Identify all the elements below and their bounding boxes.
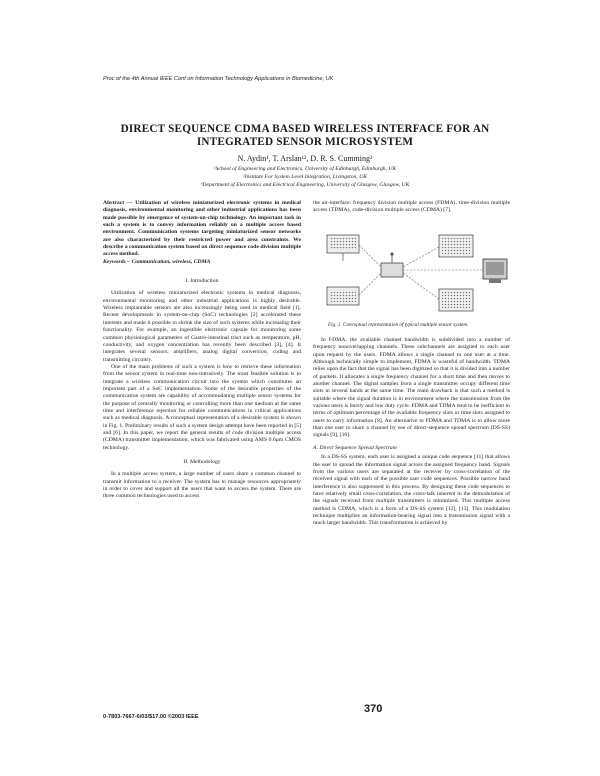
affiliation-1: ¹School of Engineering and Electronics, University of Edinburgh, Edinburgh, UK	[213, 166, 397, 172]
intro-paragraph-1: Utilization of wireless miniaturized electronic systems in medical diagnosis, environmental monitoring and other industrial applications is highly desirable. Wireless implantable sensors are also increasingly being used in medical field [1]. Recent developments in system-on-chip (SoC) technologies [2] accelerated these interests and made it possible to shrink the size of such systems while increasing their functionality. For example, an ingestible electronic capsule for monitoring some common physiological parameters of Gastro-intestinal tract such as temperature, pH, conductivity, and oxygen concentration has recently been described [3], [4]. It integrates several sensors, amplifiers, analog digital conversion, coding and transmitting circuitry.	[103, 290, 301, 363]
keywords: Keywords – Communication, wireless, CDMA	[103, 258, 211, 265]
figure-caption: Fig. 1. Conceptual representation of typical multiple sensor system.	[328, 322, 469, 328]
sensor-node-icon	[327, 235, 359, 261]
access-methods-text: the air-interface: frequency division multiple access (FDMA), time-division multiple access (TDMA), code-division multiple access (CDMA) [7].	[313, 200, 510, 214]
paper-title-line-1: DIRECT SEQUENCE CDMA BASED WIRELESS INTERFACE FOR AN	[120, 123, 490, 135]
intro-paragraph-2: One of the main problems of such a system is how to retrieve these information from the sensor system in real-time non-intrusively. The most feasible solution is to integrate a wireless communication circuit into the system which constitutes an important part of a SoC implementation. Some of the desirable properties of the communication system are capability of accommodating multiple sensor systems for the purpose of centrally monitoring or controlling more than one medium at the same time and interference rejection for reliable communications in critical applications such as medical diagnosis. A conceptual representation of a desirable system is shown in Fig. 1. Preliminary results of such a system design attempt have been reported in [5] and [6]. In this paper, we report the general results of code division multiple access (CDMA) transmitter implementation, which was fabricated using AMS 0.6μm CMOS technology.	[103, 363, 301, 451]
right-column-top	[313, 200, 510, 215]
copyright-footer: 0-7803-7667-6/03/$17.00 ©2003 IEEE	[103, 714, 199, 720]
right-column-bottom	[313, 337, 510, 528]
paper-title-line-2: INTEGRATED SENSOR MICROSYSTEM	[196, 136, 414, 148]
sensor-node-icon	[439, 289, 473, 311]
conference-header: Proc of the 4th Annual IEEE Conf on Information Technology Applications in Biomedicine, UK	[103, 76, 334, 82]
affiliation-3: ³Department of Electronics and Electrical Engineering, University of Glasgow, Glasgow, UK	[200, 182, 410, 188]
authors: N. Aydin¹, T. Arslan¹², D. R. S. Cumming³	[237, 154, 373, 163]
sensor-node-icon	[327, 287, 359, 305]
methodology-paragraph-1: In a multiple access system, a large number of users share a common channel to transmit information to a receiver. The system has to manage resources appropriately in order to cover and support all the users that want to access the system. There are three common technologies used to access	[103, 471, 301, 500]
section-heading-introduction: I. Introduction	[185, 278, 219, 285]
fdma-tdma-paragraph: In FDMA, the available channel bandwidth is subdivided into a number of frequency nonoverlapping channels. These subchannels are assigned to each user upon request by the users. FDMA allows a single channel to one user at a time. Although technically simple to implement, FDMA is wasteful of bandwidth. TDMA relies upon the fact that the signal has been digitized so that it is divided into a number of packets. It allocates a single frequency channel for a short time and then moves to another channel. The digital samples from a single transmitter occupy different time slots in several bands at the same time. The main drawback is that such a method is suitable where the signal duration is in environment where the transmission from the various users is bursty and low duty cycle. FDMA and TDMA tend to be inefficient in terms of optimum percentage of the available frequency slots or time slots assigned to users to carry information [8]. An alternative to FDMA and TDMA is to allow more than one user to share a channel by use of direct-sequence spread spectrum (DS-SS) signals [9], [10].	[313, 337, 510, 439]
sensor-node-icon	[439, 235, 473, 257]
affiliation-2: ²Institute For System Level Integration, Livingston, UK	[243, 174, 367, 180]
section-heading-methodology: II. Methodology	[183, 459, 221, 465]
figure-1-multiple-sensor-system	[321, 231, 511, 317]
abstract: Abstract — Utilization of wireless miniaturized electronic systems in medical diagnosis, environmental monitoring and other industrial applications has been made possible by emergence of system-on-chip technology. An important task in such a system is to convey information reliably on a multiple access based environment. Communication systems targeting miniaturized sensor networks are also characterized by their restricted power and area constraints. We describe a communication system based on direct sequence code division multiple access method.	[103, 200, 301, 258]
computer-icon	[483, 259, 507, 283]
receiver-icon	[381, 253, 403, 278]
left-column	[103, 200, 301, 501]
page-number: 370	[364, 703, 383, 715]
subsection-heading-dsss: A. Direct Sequence Spread Spectrum	[313, 444, 397, 451]
dsss-paragraph: In a DS-SS system, each user is assigned a unique code sequence [11] that allows the user to spread the information signal across the assigned frequency band. Signals from the various users are separated at the receiver by cross-correlation of the received signal with each of the possible user code sequences. Possible narrow band interference is also suppressed in this process. By designing these code sequences to have relatively small cross-correlation, the cross-talk inherent in the demodulation of the signals received from multiple transmitters is minimized. This multiple access method is CDMA, which is a form of a DS-SS system [12], [13]. This modulation technique multiplies an information-bearing signal into a transmission signal with a much larger bandwidth. This transformation is achieved by	[313, 454, 510, 527]
